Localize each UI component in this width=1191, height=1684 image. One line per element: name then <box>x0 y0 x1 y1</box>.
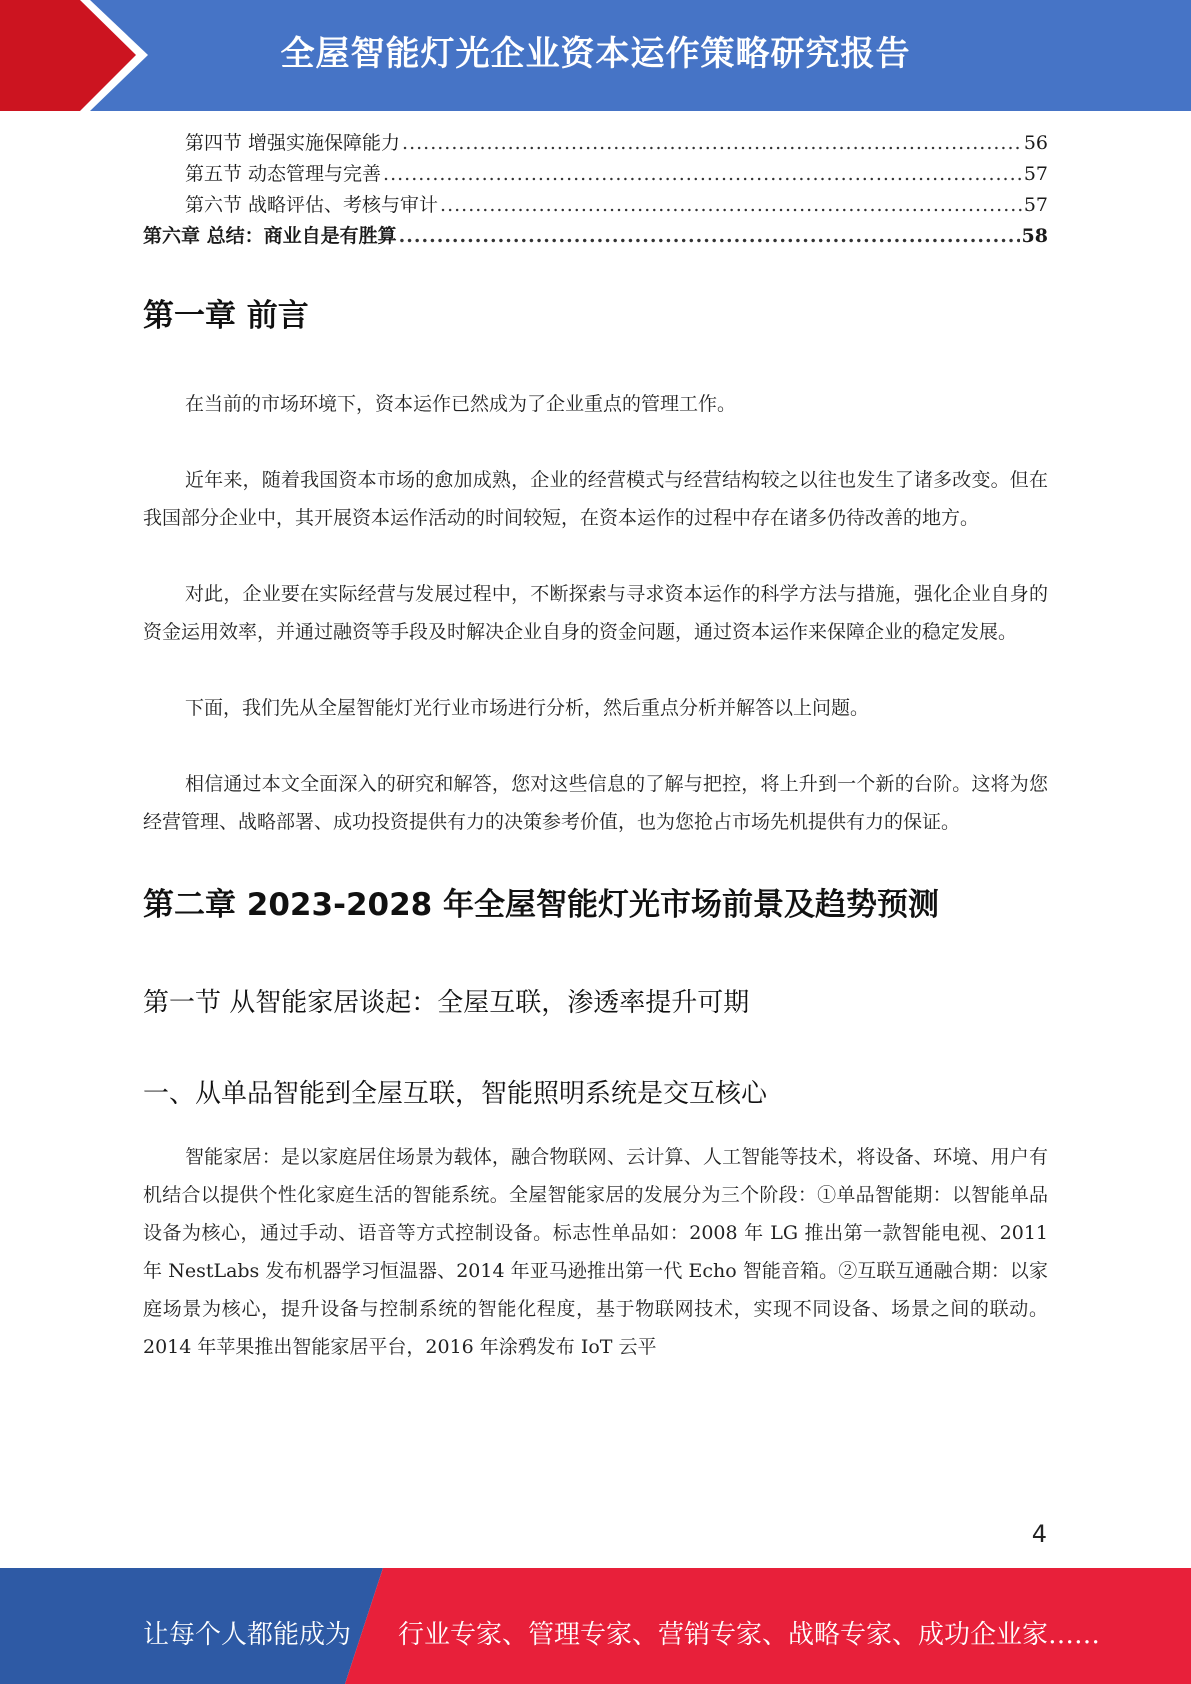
body-paragraph: 在当前的市场环境下，资本运作已然成为了企业重点的管理工作。 <box>185 393 737 415</box>
toc-entry-page: 57 <box>1023 163 1048 185</box>
toc-entry[interactable] <box>143 190 1048 221</box>
toc-chapter-entry[interactable] <box>143 221 1048 252</box>
section-heading: 第一节 从智能家居谈起：全屋互联，渗透率提升可期 <box>143 988 750 1018</box>
document-body <box>143 290 1048 1366</box>
body-paragraph: 对此，企业要在实际经营与发展过程中，不断探索与寻求资本运作的科学方法与措施，强化企业自身的资金运用效率，并通过融资等手段及时解决企业自身的资金问题，通过资本运作来保障企业的稳定发展。 <box>143 583 1048 643</box>
body-paragraph: 相信通过本文全面深入的研究和解答，您对这些信息的了解与把控，将上升到一个新的台阶。这将为您经营管理、战略部署、成功投资提供有力的决策参考价值，也为您抢占市场先机提供有力的保证。 <box>143 773 1048 833</box>
toc-entry[interactable] <box>143 128 1048 159</box>
toc-entry-page: 56 <box>1023 132 1048 154</box>
table-of-contents <box>143 128 1048 252</box>
toc-leader-dots <box>440 194 1022 216</box>
chapter-heading: 第一章 前言 <box>143 298 309 334</box>
subsection-heading: 一、从单品智能到全屋互联，智能照明系统是交互核心 <box>143 1079 768 1109</box>
footer-slogan-left: 让每个人都能成为 <box>143 1620 352 1650</box>
toc-entry-label: 第四节 增强实施保障能力 <box>185 132 401 154</box>
toc-leader-dots <box>399 225 1020 247</box>
chapter-heading: 第二章 2023-2028 年全屋智能灯光市场前景及趋势预测 <box>143 887 940 923</box>
footer-slogan-right: 行业专家、管理专家、营销专家、战略专家、成功企业家…… <box>398 1620 1101 1650</box>
body-paragraph: 近年来，随着我国资本市场的愈加成熟，企业的经营模式与经营结构较之以往也发生了诸多改变。但在我国部分企业中，其开展资本运作活动的时间较短，在资本运作的过程中存在诸多仍待改善的地方。 <box>143 469 1048 529</box>
toc-entry[interactable] <box>143 159 1048 190</box>
header-banner <box>0 0 1191 111</box>
toc-entry-label: 第五节 动态管理与完善 <box>185 163 382 185</box>
report-title: 全屋智能灯光企业资本运作策略研究报告 <box>280 34 911 74</box>
body-paragraph: 下面，我们先从全屋智能灯光行业市场进行分析，然后重点分析并解答以上问题。 <box>185 697 870 719</box>
toc-entry-label: 第六节 战略评估、考核与审计 <box>185 194 439 216</box>
footer-banner <box>0 1568 1191 1684</box>
toc-leader-dots <box>383 163 1022 185</box>
toc-entry-page: 58 <box>1021 225 1048 247</box>
toc-entry-page: 57 <box>1023 194 1048 216</box>
toc-leader-dots <box>402 132 1022 154</box>
body-paragraph: 智能家居：是以家庭居住场景为载体，融合物联网、云计算、人工智能等技术，将设备、环境、用户有机结合以提供个性化家庭生活的智能系统。全屋智能家居的发展分为三个阶段：①单品智能期：以智能单品设备为核心，通过手动、语音等方式控制设备。标志性单品如：2008 年 LG 推出第一款智能电视、2011 年 NestLabs 发布机器学习恒温器、2014 年亚马逊推出第一代 Echo 智能音箱。②互联互通融合期：以家庭场景为核心，提升设备与控制系统的智能化程度，基于物联网技术，实现不同设备、场景之间的联动。2014 年苹果推出智能家居平台，2016 年涂鸦发布 IoT 云平 <box>143 1146 1048 1358</box>
page-number: 4 <box>1031 1520 1047 1548</box>
toc-entry-label: 第六章 总结：商业自是有胜算 <box>143 225 397 247</box>
